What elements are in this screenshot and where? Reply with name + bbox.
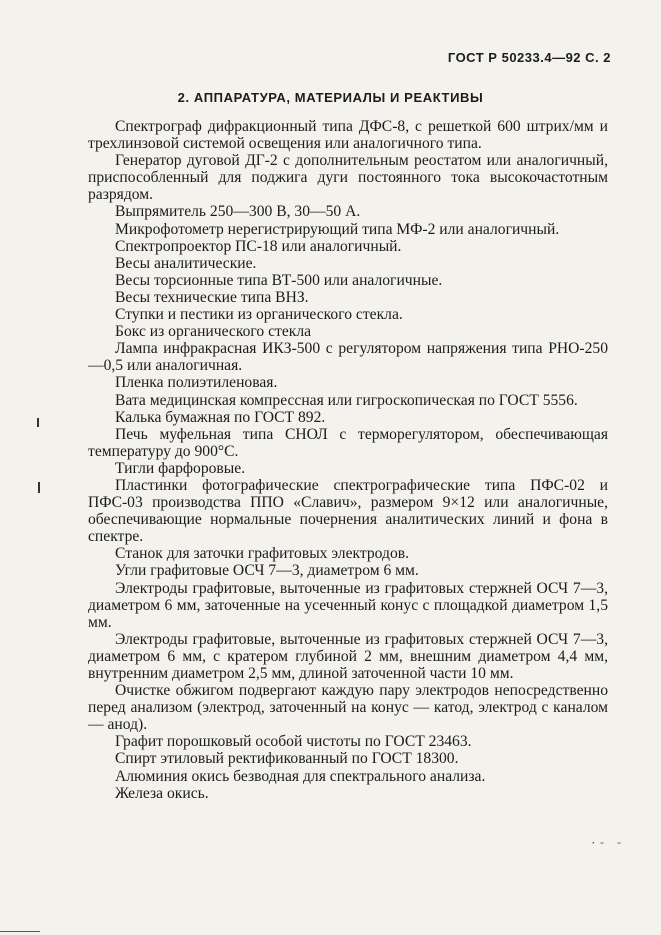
paragraph: Алюминия окись безводная для спектрального анализа. — [115, 767, 486, 785]
paragraph: Бокс из органического стекла — [115, 323, 312, 341]
scan-artifact: ·- - — [590, 838, 625, 850]
paragraph: Электроды графитовые, выточенные из графитовых стержней ОСЧ 7—3, диаметром 6 мм, с кратером глубиной 2 мм, внешним диаметром 4,4 мм, внутренним диаметром 2,5 мм, длиной заточенной части 10 мм. — [88, 630, 608, 682]
paragraph: Вата медицинская компрессная или гигроскопическая по ГОСТ 5556. — [115, 391, 578, 409]
paragraph: Графит порошковый особой чистоты по ГОСТ 23463. — [115, 733, 472, 751]
page-header: ГОСТ Р 50233.4—92 С. 2 — [447, 50, 611, 65]
scan-edge-line — [0, 931, 40, 932]
paragraph: Железа окись. — [115, 784, 209, 802]
paragraph: Электроды графитовые, выточенные из графитовых стержней ОСЧ 7—3, диаметром 6 мм, заточенные на усеченный конус с площадкой диаметром 1,5 мм. — [88, 579, 608, 631]
paragraph: Спектрограф дифракционный типа ДФС-8, с решеткой 600 штрих/мм и трехлинзовой системой освещения или аналогичного типа. — [88, 118, 608, 153]
paragraph: Весы торсионные типа ВТ-500 или аналогичные. — [115, 271, 443, 289]
paragraph: Генератор дуговой ДГ-2 с дополнительным реостатом или аналогичный, приспособленный для поджига дуги постоянного тока высокочастотным разрядом. — [88, 152, 608, 204]
paragraph: Печь муфельная типа СНОЛ с терморегулятором, обеспечивающая температуру до 900°С. — [88, 425, 608, 460]
paragraph: Очистке обжигом подвергают каждую пару электродов непосредственно перед анализом (электрод, заточенный на конус — катод, электрод с каналом — анод). — [88, 682, 608, 734]
paragraph: Лампа инфракрасная ИКЗ-500 с регулятором напряжения типа РНО-250—0,5 или аналогичная. — [88, 340, 608, 375]
paragraph: Станок для заточки графитовых электродов. — [115, 545, 409, 563]
body-text — [88, 118, 608, 802]
section-title: 2. АППАРАТУРА, МАТЕРИАЛЫ И РЕАКТИВЫ — [177, 90, 484, 105]
paragraph: Спектропроектор ПС-18 или аналогичный. — [115, 237, 402, 255]
paragraph: Спирт этиловый ректификованный по ГОСТ 18300. — [115, 750, 459, 768]
paragraph: Пленка полиэтиленовая. — [115, 374, 278, 392]
paragraph: Выпрямитель 250—300 В, 30—50 А. — [115, 203, 361, 221]
paragraph: Тигли фарфоровые. — [115, 459, 246, 477]
margin-mark — [38, 482, 40, 493]
paragraph: Весы аналитические. — [115, 254, 257, 272]
paragraph: Ступки и пестики из органического стекла. — [115, 306, 403, 324]
paragraph: Весы технические типа ВНЗ. — [115, 288, 309, 306]
paragraph: Микрофотометр нерегистрирующий типа МФ-2 или аналогичный. — [115, 220, 560, 238]
margin-mark — [37, 418, 39, 427]
paragraph: Пластинки фотографические спектрографические типа ПФС-02 и ПФС-03 производства ППО «Славич», размером 9×12 или аналогичные, обеспечивающие нормальные почернения аналитических линий и фона в спектре. — [88, 476, 608, 546]
paragraph: Угли графитовые ОСЧ 7—3, диаметром 6 мм. — [115, 562, 419, 580]
paragraph: Калька бумажная по ГОСТ 892. — [115, 408, 326, 426]
